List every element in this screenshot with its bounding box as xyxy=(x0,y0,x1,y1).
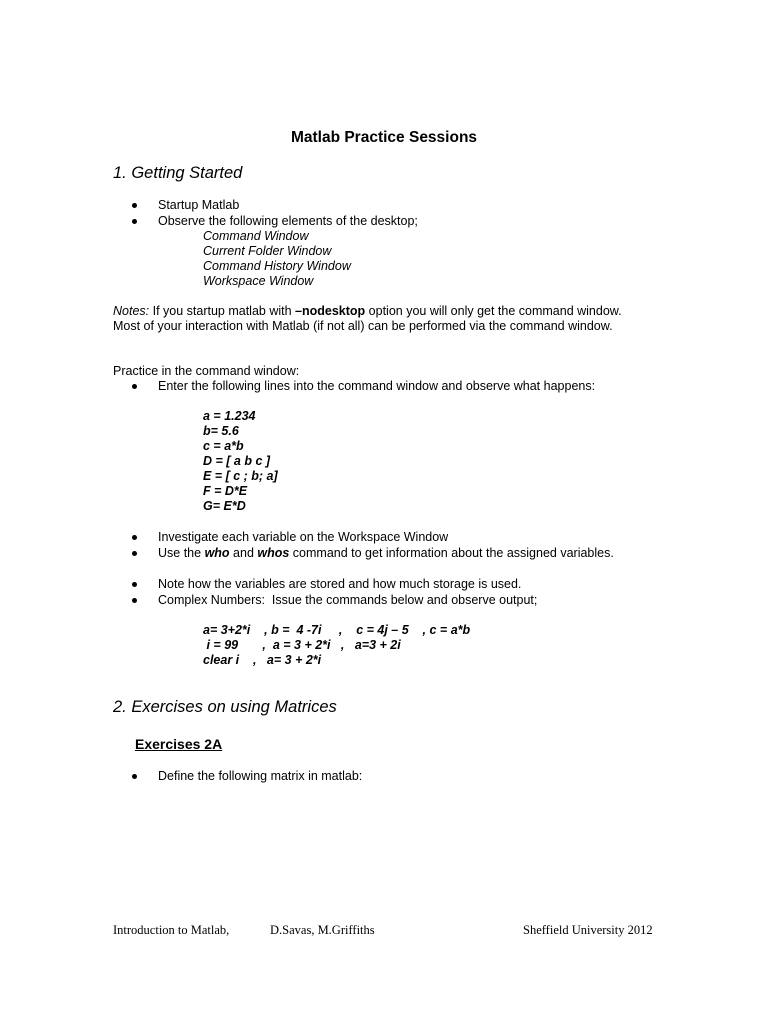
notes-option: –nodesktop xyxy=(295,304,366,318)
notes-paragraph xyxy=(113,304,633,334)
footer-middle: D.Savas, M.Griffiths xyxy=(270,923,375,937)
who-command: who xyxy=(204,546,230,560)
element-item: Command History Window xyxy=(203,259,351,273)
bullet-storage: Note how the variables are stored and how much storage is used. xyxy=(158,577,522,591)
page-title: Matlab Practice Sessions xyxy=(290,129,478,146)
code-line: b= 5.6 xyxy=(203,424,239,438)
bullet-observe: Observe the following elements of the desktop; xyxy=(158,214,418,228)
footer-left: Introduction to Matlab, xyxy=(113,923,230,937)
element-item: Workspace Window xyxy=(203,274,314,288)
bullet-icon xyxy=(132,379,137,394)
use-post: command to get information about the assigned variables. xyxy=(289,546,614,560)
bullet-icon xyxy=(132,593,137,608)
use-pre: Use the xyxy=(158,546,205,560)
use-and: and xyxy=(229,546,258,560)
section-1-heading: 1. Getting Started xyxy=(113,164,243,182)
code-line: D = [ a b c ] xyxy=(203,454,271,468)
bullet-who-whos xyxy=(158,546,628,561)
section-2-heading: 2. Exercises on using Matrices xyxy=(113,698,337,716)
complex-code-line: clear i , a= 3 + 2*i xyxy=(203,653,322,667)
bullet-icon xyxy=(132,577,137,592)
bullet-enter: Enter the following lines into the command window and observe what happens: xyxy=(158,379,596,393)
footer-right: Sheffield University 2012 xyxy=(523,923,653,937)
bullet-icon xyxy=(132,530,137,545)
bullet-define-matrix: Define the following matrix in matlab: xyxy=(158,769,363,783)
practice-intro: Practice in the command window: xyxy=(113,364,300,378)
notes-text-post: option you will only get the command window. Most of your interaction with Matlab (if not all) can be performed via the command window. xyxy=(113,304,622,333)
code-line: G= E*D xyxy=(203,499,246,513)
complex-code-line: i = 99 , a = 3 + 2*i , a=3 + 2i xyxy=(203,638,401,652)
notes-label: Notes: xyxy=(113,304,150,318)
code-line: a = 1.234 xyxy=(203,409,256,423)
code-line: E = [ c ; b; a] xyxy=(203,469,278,483)
bullet-investigate: Investigate each variable on the Workspace Window xyxy=(158,530,449,544)
exercises-2a-heading: Exercises 2A xyxy=(135,736,223,752)
element-item: Current Folder Window xyxy=(203,244,332,258)
code-line: F = D*E xyxy=(203,484,248,498)
bullet-icon xyxy=(132,769,137,784)
bullet-complex: Complex Numbers: Issue the commands below and observe output; xyxy=(158,593,538,607)
element-item: Command Window xyxy=(203,229,309,243)
bullet-icon xyxy=(132,214,137,229)
bullet-icon xyxy=(132,198,137,213)
code-line: c = a*b xyxy=(203,439,244,453)
notes-text-pre: If you startup matlab with xyxy=(149,304,296,318)
complex-code-line: a= 3+2*i , b = 4 -7i , c = 4j – 5 , c = a*b xyxy=(203,623,471,637)
bullet-startup: Startup Matlab xyxy=(158,198,240,212)
bullet-icon xyxy=(132,546,137,561)
whos-command: whos xyxy=(257,546,290,560)
